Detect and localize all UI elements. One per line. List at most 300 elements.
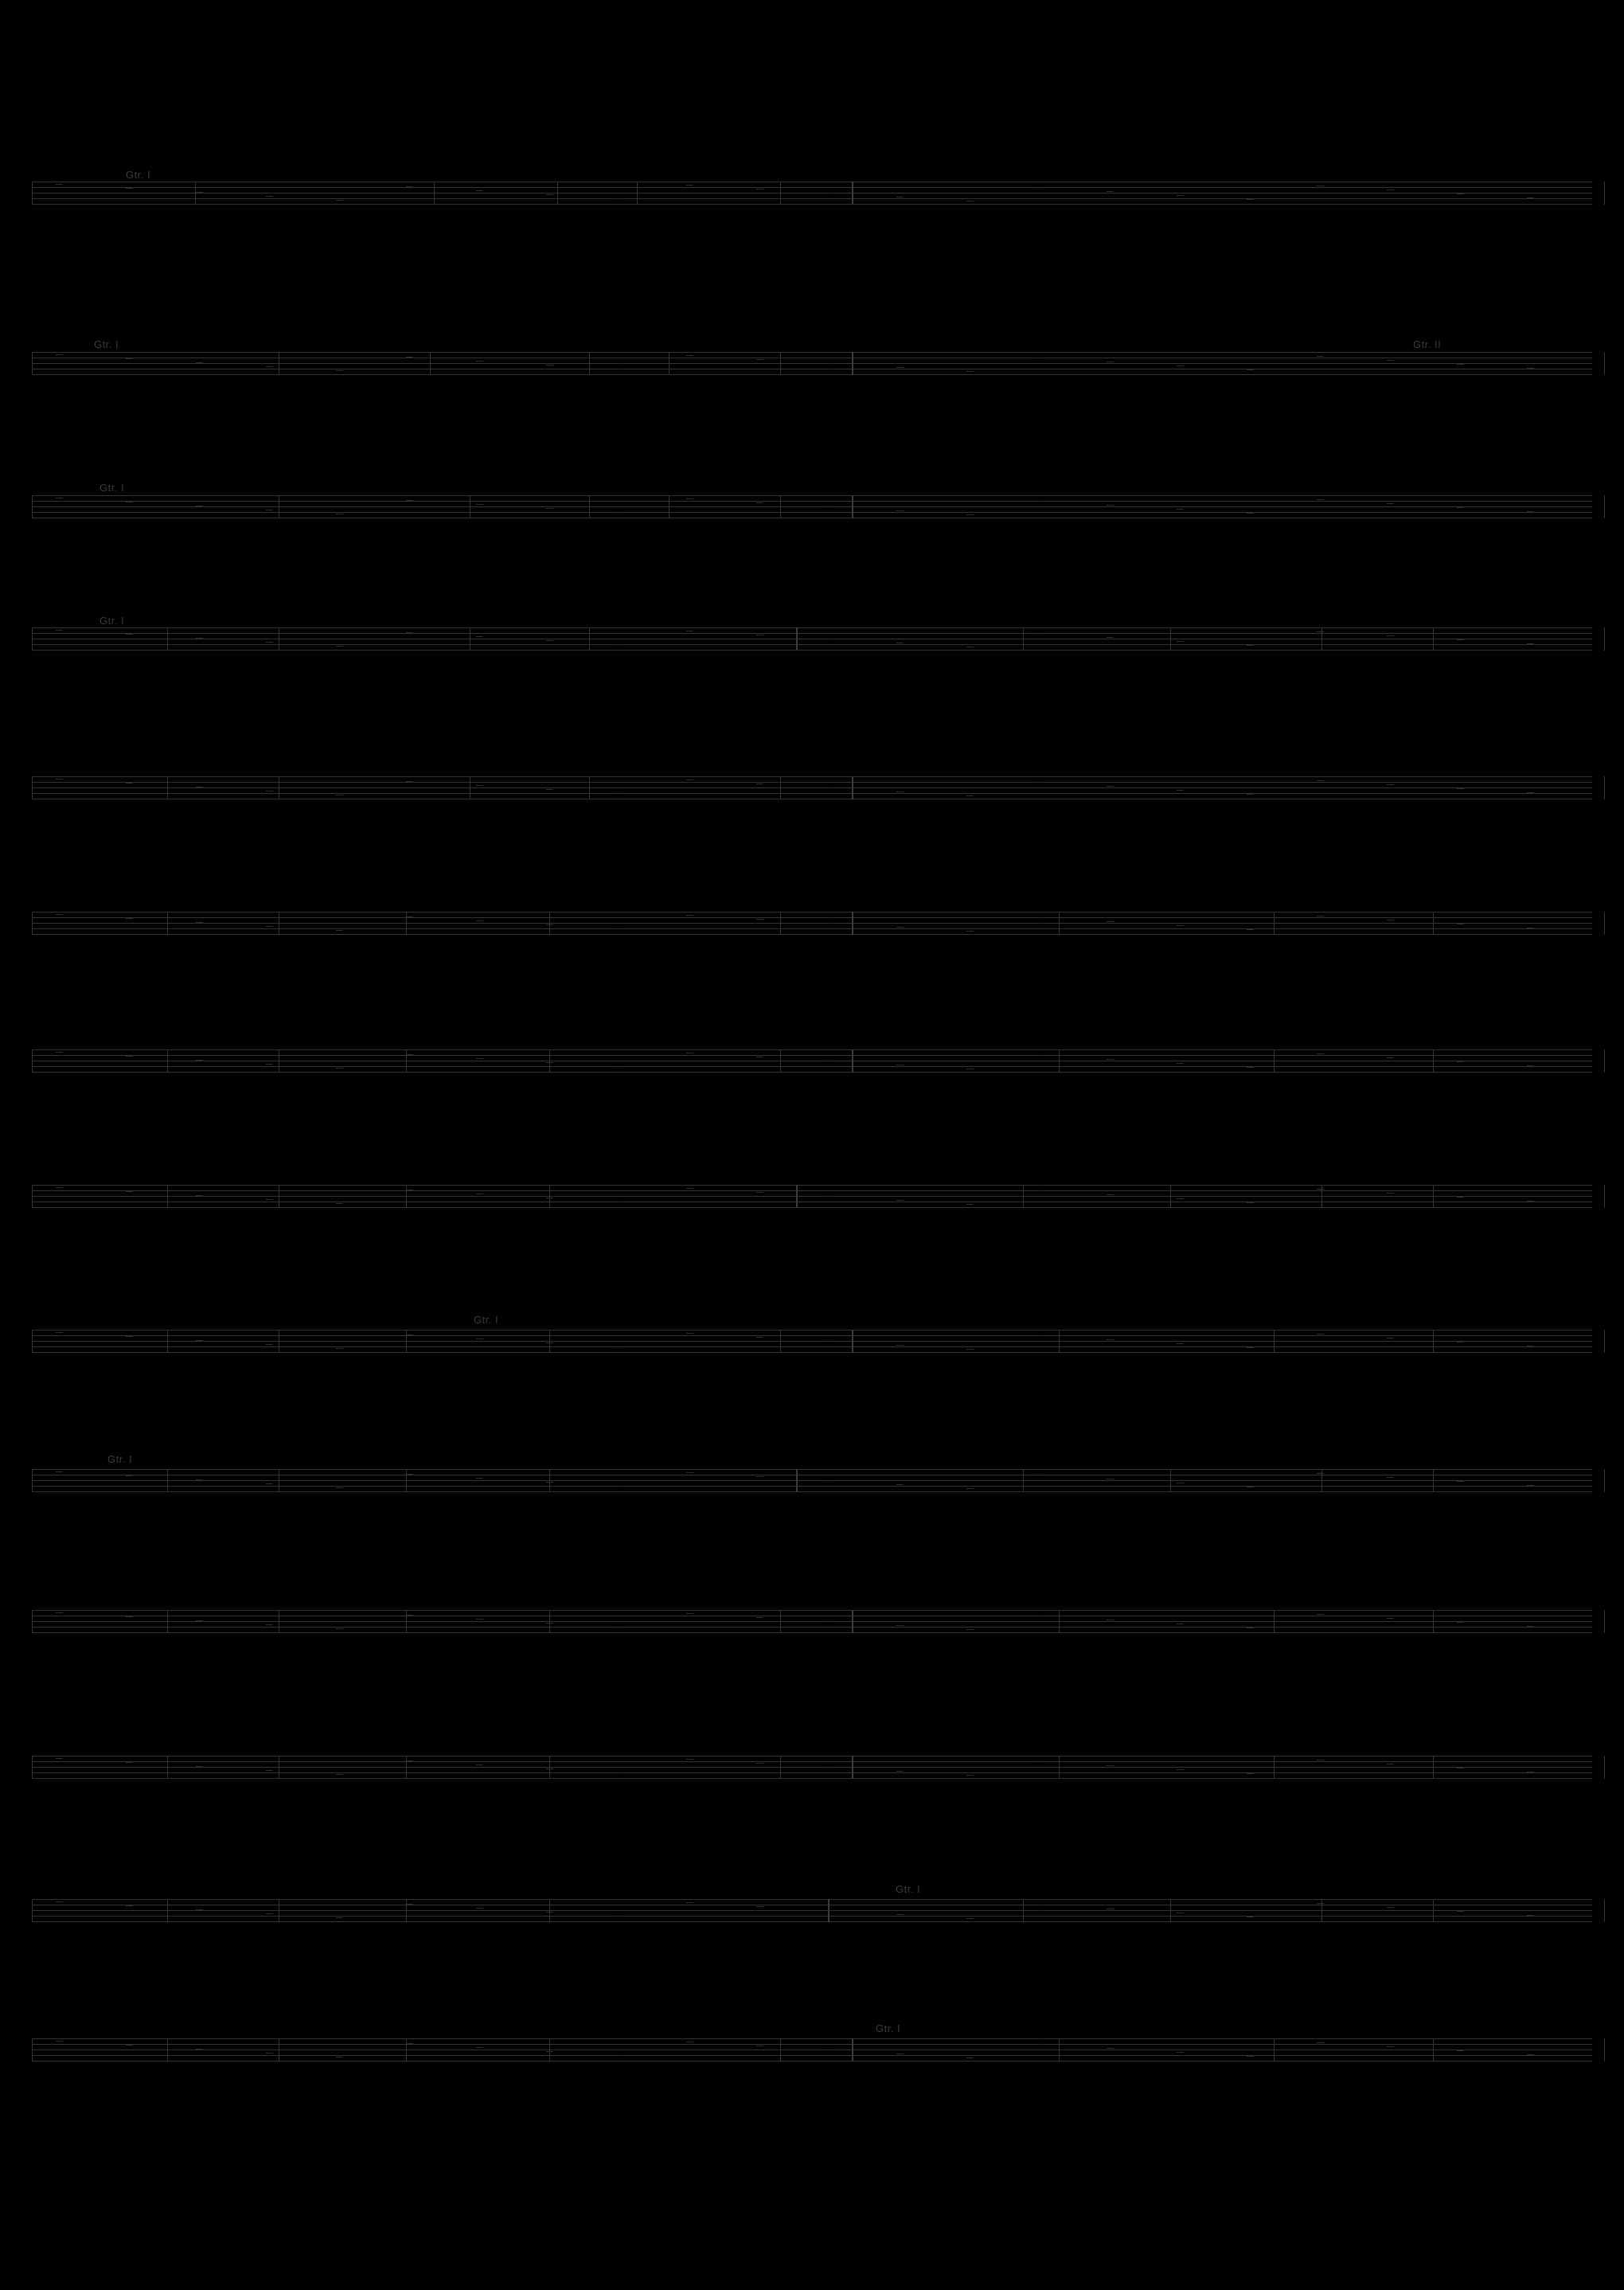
instrument-label: Gtr. I (126, 169, 151, 181)
staff-line (32, 1469, 1592, 1470)
staff-line (32, 1330, 1592, 1331)
notehead (1177, 790, 1184, 791)
staff-line (32, 923, 1592, 924)
notehead (476, 1058, 483, 1059)
notehead (686, 1472, 693, 1473)
barline (780, 352, 781, 375)
staff-line (32, 627, 1592, 628)
barline (780, 912, 781, 935)
notehead (1036, 1761, 1044, 1762)
barline (406, 1049, 407, 1073)
staff-line (32, 1899, 1592, 1900)
staff-line (32, 1916, 1592, 1917)
notehead (756, 359, 763, 360)
notehead (476, 1338, 483, 1339)
notehead (546, 1912, 553, 1913)
notehead (1317, 1053, 1324, 1054)
notehead (196, 922, 203, 923)
barline (780, 495, 781, 518)
staff-line (32, 1610, 1592, 1611)
barline (549, 1610, 550, 1633)
notehead (1387, 2046, 1394, 2047)
barline (1059, 1756, 1060, 1779)
notehead (686, 185, 693, 186)
barline (32, 627, 33, 651)
notehead (406, 1904, 413, 1905)
notehead (126, 634, 133, 635)
barline (1274, 1610, 1275, 1633)
staff-line (32, 650, 1592, 651)
barline (1023, 1899, 1024, 1922)
notehead (686, 915, 693, 916)
notehead (126, 918, 133, 919)
barline (1433, 912, 1434, 935)
instrument-label-secondary: Gtr. II (1413, 338, 1442, 350)
barline (1604, 1330, 1605, 1353)
notehead (1247, 1347, 1254, 1348)
notehead (686, 355, 693, 356)
notehead (1317, 1614, 1324, 1615)
staff-system (32, 2022, 1592, 2062)
notehead (546, 1342, 553, 1343)
barline (32, 182, 33, 205)
staff-line (32, 1190, 1592, 1191)
notehead (1107, 361, 1114, 362)
staff-line (32, 1627, 1592, 1628)
notehead (406, 186, 413, 187)
notehead (266, 1064, 273, 1065)
notehead (546, 640, 553, 641)
notehead (616, 1772, 623, 1773)
barline (167, 1049, 168, 1073)
notehead (1527, 1065, 1534, 1066)
notehead (896, 927, 904, 928)
barline (669, 495, 670, 518)
notehead (1177, 509, 1184, 510)
staff (32, 627, 1592, 651)
barline (1433, 627, 1434, 651)
barline (1433, 2038, 1434, 2061)
staff-line (32, 793, 1592, 794)
staff-line (32, 1480, 1592, 1481)
notehead (1457, 1197, 1464, 1198)
notehead (1107, 1765, 1114, 1766)
notehead (1107, 637, 1114, 638)
notehead (406, 2043, 413, 2044)
notehead (196, 1060, 203, 1061)
notehead (1177, 925, 1184, 926)
barline (167, 1330, 168, 1353)
notehead (266, 366, 273, 367)
barline (32, 1185, 33, 1208)
notehead (1457, 507, 1464, 508)
notehead (896, 367, 904, 368)
notehead (546, 508, 553, 509)
barline (1604, 495, 1605, 518)
notehead (266, 2053, 273, 2054)
notehead (126, 1056, 133, 1057)
notehead (1036, 1055, 1044, 1056)
staff-line (32, 1066, 1592, 1067)
instrument-label: Gtr. I (100, 482, 125, 494)
notehead (1177, 365, 1184, 366)
notehead (1527, 1485, 1534, 1486)
staff-line (32, 1632, 1592, 1633)
notehead (1036, 1190, 1044, 1191)
staff-system (32, 169, 1592, 205)
barline (167, 912, 168, 935)
notehead (1387, 1057, 1394, 1058)
staff-system (32, 1314, 1592, 1354)
notehead (966, 1918, 974, 1919)
barline (167, 1756, 168, 1779)
notehead (826, 1196, 833, 1197)
notehead (266, 1913, 273, 1914)
barline (669, 352, 670, 375)
barline (406, 1469, 407, 1492)
notehead (686, 1902, 693, 1903)
notehead (56, 630, 63, 631)
instrument-label: Gtr. I (107, 1453, 133, 1465)
notehead (1457, 193, 1464, 194)
barline (780, 1330, 781, 1353)
staff-line (32, 495, 1592, 496)
notehead (266, 642, 273, 643)
notehead (1387, 1618, 1394, 1619)
barline (32, 1610, 33, 1633)
notehead (336, 1203, 343, 1204)
barline (1170, 627, 1171, 651)
notehead (826, 1767, 833, 1768)
notehead (1036, 1335, 1044, 1336)
notehead (616, 1916, 623, 1917)
notehead (266, 196, 273, 197)
double-barline (852, 352, 853, 375)
notehead (546, 1623, 553, 1624)
notehead (966, 514, 974, 515)
notehead (266, 1199, 273, 1200)
staff (32, 1756, 1592, 1780)
notehead (126, 1336, 133, 1337)
instrument-label: Gtr. I (896, 1883, 921, 1895)
barline (32, 2038, 33, 2061)
notehead (1387, 360, 1394, 361)
notehead (476, 190, 483, 191)
notehead (1247, 513, 1254, 514)
barline (32, 352, 33, 375)
barline (1433, 1469, 1434, 1492)
barline (1059, 1049, 1060, 1073)
staff-line (32, 782, 1592, 783)
barline (1170, 1899, 1171, 1922)
notehead (56, 2041, 63, 2042)
barline (434, 182, 435, 205)
notehead (966, 795, 974, 796)
notehead (406, 916, 413, 917)
notehead (1247, 929, 1254, 930)
notehead (966, 1349, 974, 1350)
barline (1059, 1610, 1060, 1633)
notehead (966, 1204, 974, 1205)
staff (32, 1899, 1592, 1923)
staff-line (32, 352, 1592, 353)
notehead (1457, 639, 1464, 640)
notehead (126, 2045, 133, 2046)
notehead (56, 1612, 63, 1613)
barline (1433, 1330, 1434, 1353)
notehead (1107, 921, 1114, 922)
notehead (756, 1192, 763, 1193)
notehead (126, 1762, 133, 1763)
staff (32, 1469, 1592, 1493)
staff-line (32, 512, 1592, 513)
staff (32, 912, 1592, 936)
notehead (1457, 2050, 1464, 2051)
notehead (196, 1340, 203, 1341)
notehead (406, 1615, 413, 1616)
instrument-label: Gtr. I (474, 1314, 499, 1326)
notehead (826, 923, 833, 924)
staff-line (32, 198, 1592, 199)
barline (1604, 627, 1605, 651)
staff-line (32, 1055, 1592, 1056)
staff (32, 776, 1592, 800)
notehead (476, 785, 483, 786)
barline (589, 352, 590, 375)
notehead (616, 1346, 623, 1347)
notehead (266, 1770, 273, 1771)
barline (32, 1049, 33, 1073)
notehead (196, 1909, 203, 1910)
notehead (966, 1775, 974, 1776)
notehead (1247, 1202, 1254, 1203)
staff-line (32, 934, 1592, 935)
staff-line (32, 1767, 1592, 1768)
notehead (56, 1901, 63, 1902)
barline (1170, 1469, 1171, 1492)
barline (1604, 1610, 1605, 1633)
barline (1059, 2038, 1060, 2061)
notehead (826, 1480, 833, 1481)
notehead (1527, 1201, 1534, 1202)
notehead (966, 931, 974, 932)
notehead (756, 1906, 763, 1907)
notehead (1107, 1059, 1114, 1060)
staff-line (32, 644, 1592, 645)
notehead (756, 189, 763, 190)
notehead (406, 1054, 413, 1055)
barline (406, 1899, 407, 1922)
notehead (1107, 1339, 1114, 1340)
barline (167, 1610, 168, 1633)
notehead (756, 1763, 763, 1764)
notehead (686, 1333, 693, 1334)
barline (1604, 1756, 1605, 1779)
notehead (196, 1195, 203, 1196)
staff-line (32, 506, 1592, 507)
notehead (1247, 2056, 1254, 2057)
double-barline (852, 776, 853, 799)
barline (1604, 1899, 1605, 1922)
barline (549, 912, 550, 935)
staff-line (32, 917, 1592, 918)
notehead (126, 1616, 133, 1617)
notehead (196, 1479, 203, 1480)
staff-line (32, 1621, 1592, 1622)
notehead (406, 500, 413, 501)
notehead (896, 1345, 904, 1346)
barline (780, 1610, 781, 1633)
staff-line (32, 374, 1592, 375)
barline (1433, 1185, 1434, 1208)
barline (1433, 1049, 1434, 1073)
staff-line (32, 1756, 1592, 1757)
double-barline (852, 1756, 853, 1779)
notehead (1247, 794, 1254, 795)
notehead (546, 194, 553, 195)
notehead (826, 1910, 833, 1911)
notehead (1317, 1473, 1324, 1474)
staff-line (32, 363, 1592, 364)
notehead (1107, 786, 1114, 787)
notehead (826, 787, 833, 788)
barline (167, 1469, 168, 1492)
notehead (56, 1187, 63, 1188)
notehead (196, 1620, 203, 1621)
notehead (336, 646, 343, 647)
staff-line (32, 1352, 1592, 1353)
barline (32, 776, 33, 799)
barline (406, 912, 407, 935)
notehead (896, 1771, 904, 1772)
barline (1274, 1756, 1275, 1779)
notehead (1387, 1907, 1394, 1908)
notehead (1036, 2044, 1044, 2045)
notehead (756, 1476, 763, 1477)
staff (32, 182, 1592, 205)
barline (1059, 912, 1060, 935)
staff-system (32, 482, 1592, 519)
notehead (1036, 782, 1044, 783)
notehead (756, 1337, 763, 1338)
notehead (1317, 356, 1324, 357)
instrument-label: Gtr. I (876, 2022, 901, 2034)
barline (780, 182, 781, 205)
notehead (616, 198, 623, 199)
notehead (336, 1774, 343, 1775)
notehead (476, 920, 483, 921)
notehead (546, 2051, 553, 2052)
staff-system (32, 1883, 1592, 1923)
notehead (1107, 1194, 1114, 1195)
double-barline (852, 912, 853, 935)
double-barline (852, 495, 853, 518)
staff (32, 352, 1592, 376)
barline (32, 1899, 33, 1922)
barline (549, 1899, 550, 1922)
notehead (1317, 499, 1324, 500)
notehead (56, 354, 63, 355)
barline (195, 182, 196, 205)
notehead (1387, 784, 1394, 785)
barline (549, 1756, 550, 1779)
staff-line (32, 2038, 1592, 2039)
double-barline (796, 1185, 798, 1208)
notehead (896, 1625, 904, 1626)
notehead (56, 1332, 63, 1333)
notehead (336, 930, 343, 931)
notehead (1177, 1198, 1184, 1199)
notehead (266, 1483, 273, 1484)
notehead (1457, 1622, 1464, 1623)
notehead (1457, 1061, 1464, 1062)
notehead (1247, 369, 1254, 370)
barline (1433, 1899, 1434, 1922)
notehead (476, 1908, 483, 1909)
staff-line (32, 2044, 1592, 2045)
notehead (406, 1760, 413, 1761)
notehead (896, 791, 904, 792)
notehead (476, 1764, 483, 1765)
notehead (756, 1617, 763, 1618)
staff-line (32, 1346, 1592, 1347)
barline (589, 627, 590, 651)
notehead (546, 789, 553, 790)
notehead (616, 1066, 623, 1067)
staff-line (32, 1196, 1592, 1197)
notehead (1036, 187, 1044, 188)
notehead (1527, 2054, 1534, 2055)
notehead (546, 924, 553, 925)
notehead (616, 1486, 623, 1487)
barline (32, 495, 33, 518)
notehead (406, 781, 413, 782)
barline (1604, 182, 1605, 205)
notehead (336, 1917, 343, 1918)
staff (32, 1330, 1592, 1354)
notehead (126, 188, 133, 189)
notehead (1247, 199, 1254, 200)
barline (1023, 627, 1024, 651)
notehead (1527, 1626, 1534, 1627)
notehead (966, 2057, 974, 2058)
notehead (1317, 780, 1324, 781)
barline (406, 1610, 407, 1633)
barline (1433, 1610, 1434, 1633)
staff-line (32, 1486, 1592, 1487)
notehead (1527, 511, 1534, 512)
instrument-label: Gtr. I (100, 615, 125, 627)
notehead (616, 1627, 623, 1628)
notehead (1177, 195, 1184, 196)
staff-system (32, 338, 1592, 376)
barline (406, 2038, 407, 2061)
barline (1604, 352, 1605, 375)
barline (1604, 1469, 1605, 1492)
notehead (266, 1344, 273, 1345)
notehead (1457, 364, 1464, 365)
staff (32, 2038, 1592, 2062)
notehead (196, 362, 203, 363)
notehead (126, 1905, 133, 1906)
notehead (476, 1619, 483, 1620)
barline (167, 1899, 168, 1922)
barline (780, 1049, 781, 1073)
notehead (966, 1629, 974, 1630)
staff-system (32, 912, 1592, 936)
notehead (1317, 2042, 1324, 2043)
notehead (1387, 635, 1394, 636)
